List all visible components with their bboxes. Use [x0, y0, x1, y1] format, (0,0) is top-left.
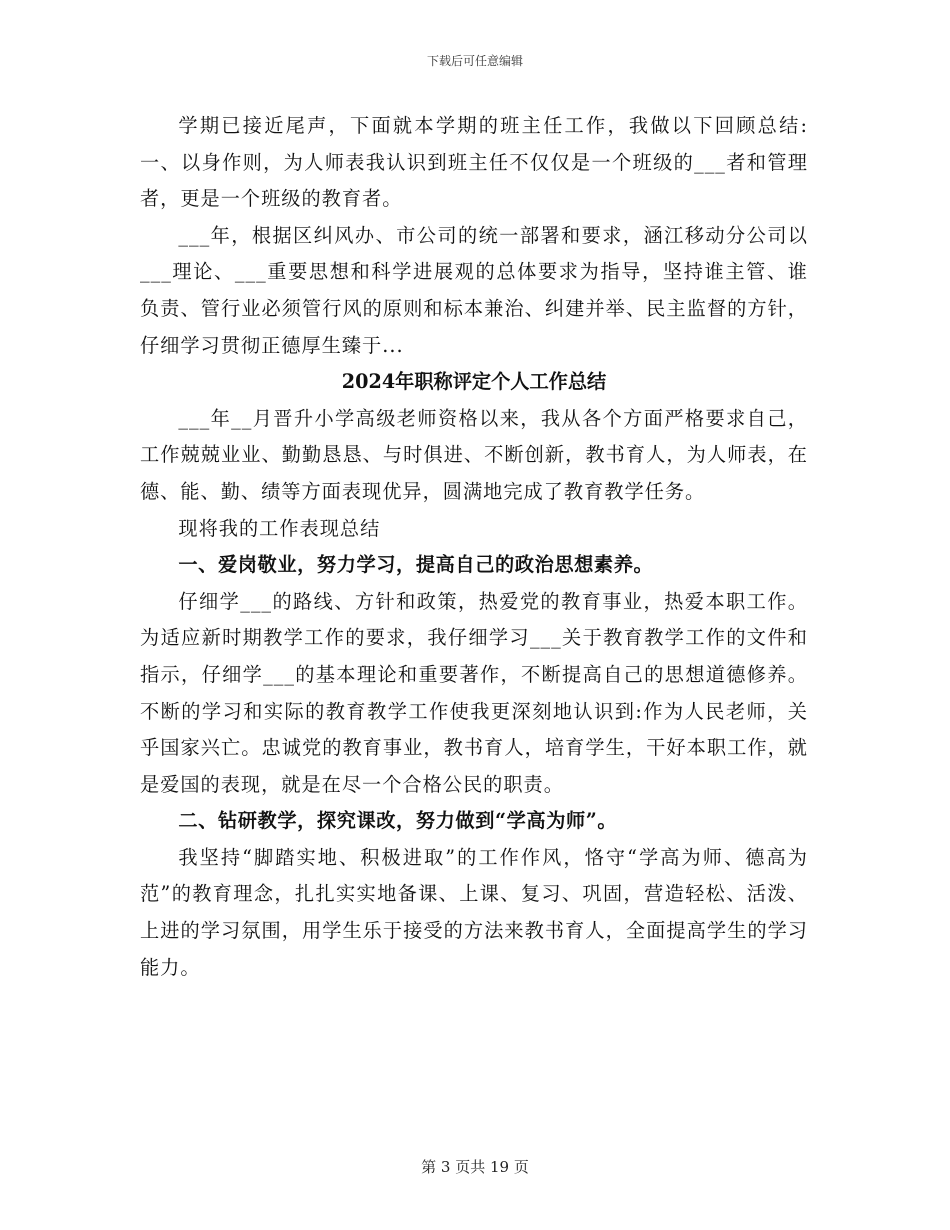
section-heading-2: 二、钻研教学，探究课改，努力做到“学高为师”。 — [178, 809, 618, 833]
paragraph-section-1: 仔细学___的路线、方针和政策，热爱党的教育事业，热爱本职工作。为适应新时期教学工作的要求，我仔细学习___关于教育教学工作的文件和指示，仔细学___的基本理论和重要著作，不断提高自己的思想道德修养。不断的学习和实际的教育教学工作使我更深刻地认识到:作为人民老师，关乎国家兴亡。忠诚党的教育事业，教书育人，培育学生，干好本职工作，就是爱国的表现，就是在尽一个合格公民的职责。 — [140, 589, 808, 796]
document-body — [140, 108, 808, 986]
paragraph-lead-in: 现将我的工作表现总结 — [178, 516, 381, 540]
document-title: 2024年职称评定个人工作总结 — [341, 370, 607, 394]
page-number: 第 3 页共 19 页 — [421, 1158, 529, 1176]
header-note: 下载后可任意编辑 — [426, 54, 523, 68]
paragraph-discipline: ___年，根据区纠风办、市公司的统一部署和要求，涵江移动分公司以___理论、___重要思想和科学进展观的总体要求为指导，坚持谁主管、谁负责、管行业必须管行风的原则和标本兼治、纠建并举、民主监督的方针，仔细学习贯彻正德厚生臻于... — [140, 223, 808, 357]
paragraph-summary-intro: ___年__月晋升小学高级老师资格以来，我从各个方面严格要求自己，工作兢兢业业、勤勤恳恳、与时俱进、不断创新，教书育人，为人师表，在德、能、勤、绩等方面表现优异，圆满地完成了教育教学任务。 — [140, 406, 808, 503]
paragraph-intro: 学期已接近尾声，下面就本学期的班主任工作，我做以下回顾总结:一、以身作则，为人师表我认识到班主任不仅仅是一个班级的___者和管理者，更是一个班级的教育者。 — [140, 114, 808, 211]
paragraph-section-2: 我坚持“脚踏实地、积极进取”的工作作风，恪守“学高为师、德高为范”的教育理念，扎扎实实地备课、上课、复习、巩固，营造轻松、活泼、上进的学习氛围，用学生乐于接受的方法来教书育人，全面提高学生的学习能力。 — [140, 845, 808, 979]
section-heading-1: 一、爱岗敬业，努力学习，提高自己的政治思想素养。 — [178, 553, 654, 577]
